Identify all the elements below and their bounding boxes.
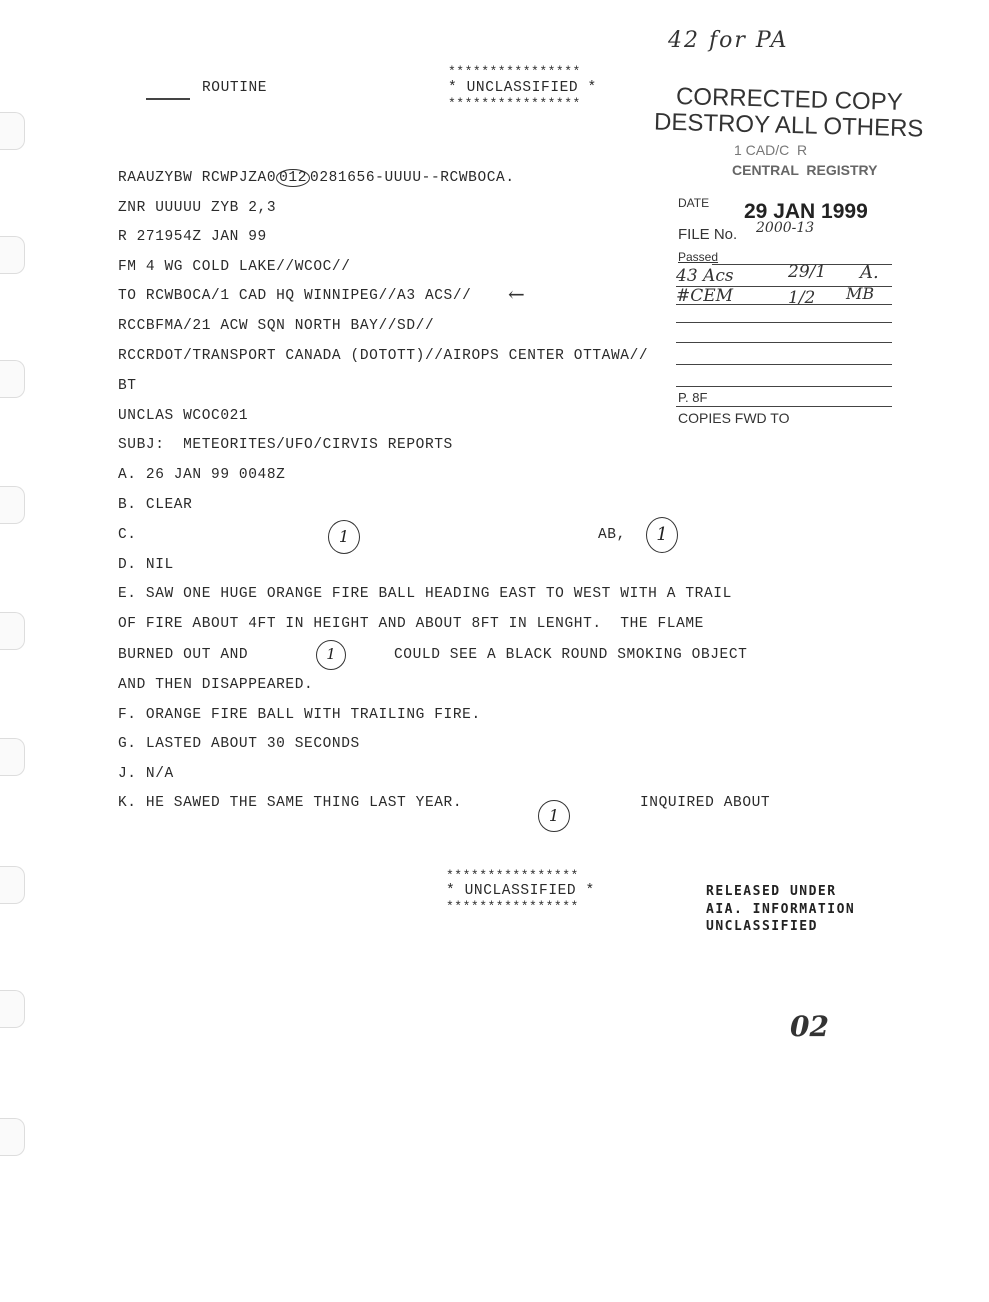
from-line: FM 4 WG COLD LAKE//WCOC// xyxy=(118,259,351,275)
subject-line: SUBJ: METEORITES/UFO/CIRVIS REPORTS xyxy=(118,437,453,453)
header-routing: RAAUZYBW RCWPJZA0 xyxy=(118,170,277,186)
registry-rule xyxy=(676,322,892,323)
classification-stars-bottom: **************** xyxy=(446,868,579,883)
classification-label-bottom: * UNCLASSIFIED * xyxy=(446,883,595,899)
item-a: A. 26 JAN 99 0048Z xyxy=(118,467,286,483)
redaction-code: 1 xyxy=(338,527,350,546)
file-label: FILE No. xyxy=(678,226,738,243)
classification-stars-top: **************** xyxy=(448,64,581,79)
item-k: K. HE SAWED THE SAME THING LAST YEAR. xyxy=(118,795,463,811)
margin-tab xyxy=(0,112,25,150)
registry-rule xyxy=(676,342,892,343)
to-line-3: RCCRDOT/TRANSPORT CANADA (DOTOTT)//AIROPS CENTER OTTAWA// xyxy=(118,348,649,364)
classification-label-top: * UNCLASSIFIED * xyxy=(448,80,597,96)
znr-line: ZNR UUUUU ZYB 2,3 xyxy=(118,200,277,216)
handwritten-scribble: ← xyxy=(508,282,525,306)
date-stamp: 29 JAN 1999 xyxy=(744,200,868,223)
item-c-ab: AB, xyxy=(598,527,626,543)
destroy-others-stamp: DESTROY ALL OTHERS xyxy=(653,108,924,143)
registry-rule xyxy=(676,304,892,305)
margin-tab xyxy=(0,236,25,274)
handwritten-note: 42 for PA xyxy=(668,28,789,53)
routine-label: ROUTINE xyxy=(202,80,268,96)
header-circled-number: 012 xyxy=(276,169,310,187)
registry-rule xyxy=(676,364,892,365)
item-f: F. ORANGE FIRE BALL WITH TRAILING FIRE. xyxy=(118,707,481,723)
margin-tab xyxy=(0,360,25,398)
item-b: B. CLEAR xyxy=(118,497,193,513)
file-number: 2000-13 xyxy=(756,220,815,236)
passed-label: Passed xyxy=(678,250,719,264)
margin-tab xyxy=(0,486,25,524)
margin-tab xyxy=(0,1118,25,1156)
item-e-line-3a: BURNED OUT AND xyxy=(118,647,249,663)
item-g: G. LASTED ABOUT 30 SECONDS xyxy=(118,736,360,752)
margin-tab xyxy=(0,990,25,1028)
redaction-circle xyxy=(538,800,570,832)
margin-tab xyxy=(0,738,25,776)
bt-line: BT xyxy=(118,378,137,394)
page-number: 02 xyxy=(790,1010,829,1043)
to-line-1: TO RCWBOCA/1 CAD HQ WINNIPEG//A3 ACS// xyxy=(118,288,472,304)
routing-initial-1: A. xyxy=(860,262,879,283)
item-k-tail: INQUIRED ABOUT xyxy=(640,795,771,811)
redaction-code: 1 xyxy=(656,524,668,545)
release-stamp-line-2: AIA. INFORMATION xyxy=(706,902,856,917)
corrected-copy-stamp: CORRECTED COPY xyxy=(675,83,904,116)
message-header xyxy=(118,170,515,186)
unclas-line: UNCLAS WCOC021 xyxy=(118,408,249,424)
routing-date-2: 1/2 xyxy=(788,288,816,308)
registry-line-1: 1 CAD/C R xyxy=(734,142,808,158)
item-d: D. NIL xyxy=(118,557,174,573)
routine-arrow-line xyxy=(146,98,190,100)
item-c: C. xyxy=(118,527,137,543)
item-e-line-2: OF FIRE ABOUT 4FT IN HEIGHT AND ABOUT 8FT IN LENGHT. THE FLAME xyxy=(118,616,704,632)
redaction-code: 1 xyxy=(326,645,336,663)
to-line-2: RCCBFMA/21 ACW SQN NORTH BAY//SD// xyxy=(118,318,435,334)
copies-fwd-label: COPIES FWD TO xyxy=(678,410,790,426)
header-dtg: 0281656-UUUU--RCWBOCA. xyxy=(310,170,515,186)
routing-initial-2: MB xyxy=(846,284,875,303)
routing-to-1: 43 Acs xyxy=(676,266,734,286)
release-stamp-line-3: UNCLASSIFIED xyxy=(706,919,818,934)
item-j: J. N/A xyxy=(118,766,174,782)
date-label: DATE xyxy=(678,196,710,210)
registry-rule xyxy=(676,406,892,407)
classification-stars-top-2: **************** xyxy=(448,96,581,111)
item-e-line-1: E. SAW ONE HUGE ORANGE FIRE BALL HEADING EAST TO WEST WITH A TRAIL xyxy=(118,586,732,602)
margin-tab xyxy=(0,866,25,904)
item-e-line-3b: COULD SEE A BLACK ROUND SMOKING OBJECT xyxy=(394,647,748,663)
redaction-circle xyxy=(328,520,360,554)
margin-tab xyxy=(0,612,25,650)
registry-line-2: CENTRAL REGISTRY xyxy=(732,162,878,178)
redaction-circle xyxy=(316,640,346,670)
pa-mark: P. 8F xyxy=(678,390,708,405)
release-stamp-line-1: RELEASED UNDER xyxy=(706,884,837,899)
redaction-circle xyxy=(646,517,678,553)
redaction-code: 1 xyxy=(548,806,560,825)
routing-to-2: #CEM xyxy=(676,286,734,306)
item-e-line-4: AND THEN DISAPPEARED. xyxy=(118,677,314,693)
routing-date-1: 29/1 xyxy=(788,262,827,282)
registry-rule xyxy=(676,386,892,387)
dtg-line: R 271954Z JAN 99 xyxy=(118,229,267,245)
classification-stars-bottom-2: **************** xyxy=(446,899,579,914)
